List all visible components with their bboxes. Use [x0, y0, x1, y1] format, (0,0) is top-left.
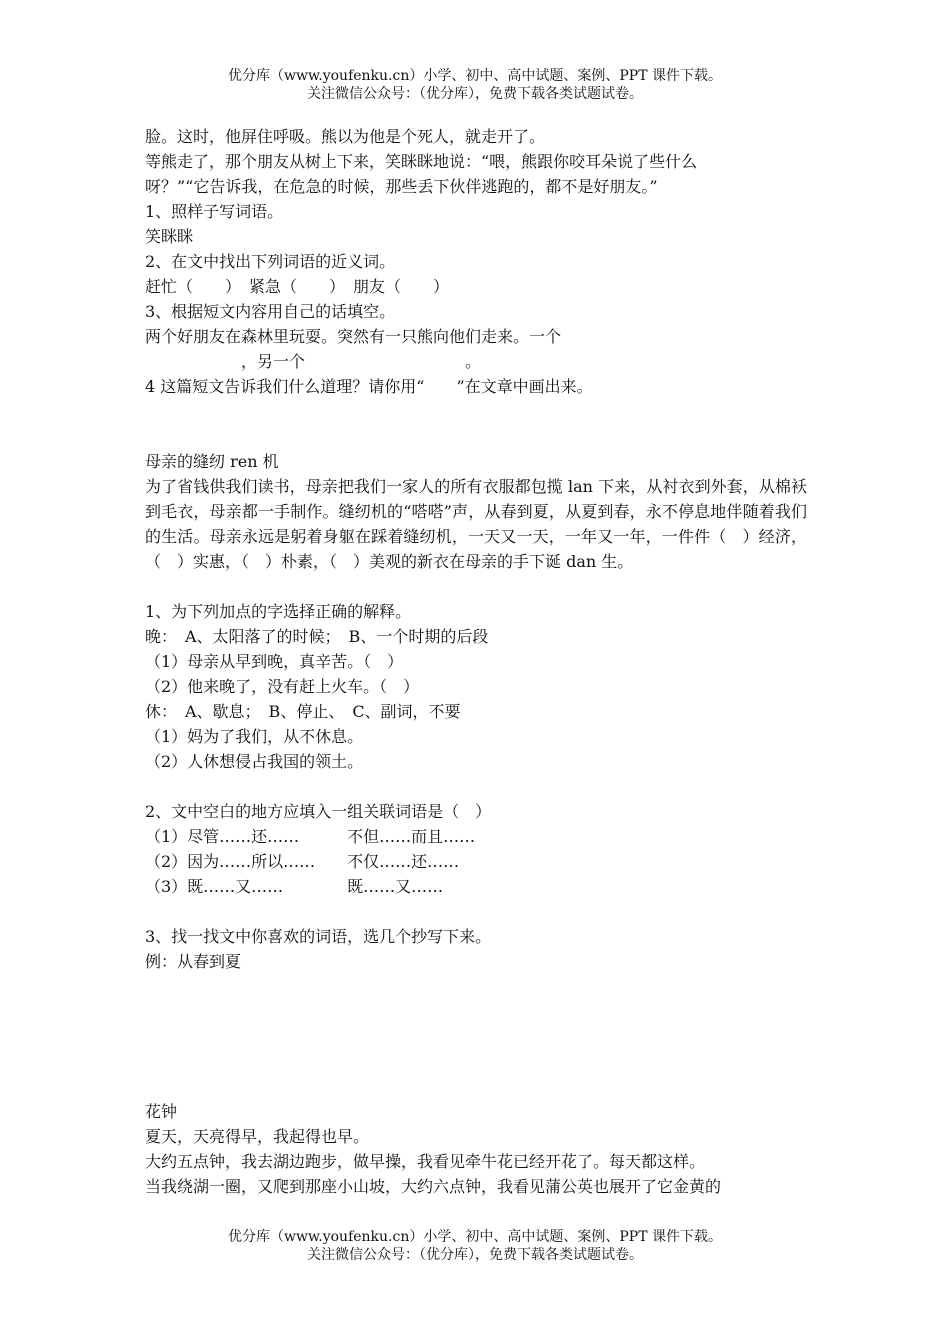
story2-title: 母亲的缝纫 ren 机 — [145, 452, 279, 471]
q1-line: （2）人休想侵占我国的领土。 — [145, 752, 364, 771]
question-2: 2、在文中找出下列词语的近义词。 — [145, 252, 396, 271]
header-line-1: 优分库（www.youfenku.cn）小学、初中、高中试题、案例、PPT 课件下载。 — [227, 68, 722, 84]
q3-line: 例：从春到夏 — [145, 952, 242, 971]
header-line-2: 关注微信公众号：（优分库），免费下载各类试题试卷。 — [307, 86, 643, 102]
example-word: 笑眯眯 — [145, 227, 194, 246]
q2-line: （1）尽管……还…… 不但……而且…… — [145, 827, 476, 846]
footer-line-1: 优分库（www.youfenku.cn）小学、初中、高中试题、案例、PPT 课件下载。 — [227, 1229, 722, 1245]
story3-line: 当我绕湖一圈，又爬到那座小山坡，大约六点钟，我看见蒲公英也展开了它金黄的 — [145, 1177, 722, 1196]
story2-paragraph: 为了省钱供我们读书，母亲把我们一家人的所有衣服都包揽 lan 下来，从衬衣到外套，从棉袄到毛衣，母亲都一手制作。缝纫机的“嗒嗒”声，从春到夏，从夏到春，永不停息地伴随着我们的生活。母亲永远是躬着身躯在踩着缝纫机，一天又一天，一年又一年，一件件（ ）经济，（ ）实惠，（ ）朴素，（ ）美观的新衣在母亲的手下诞 dan 生。 — [145, 477, 807, 571]
story3-line: 夏天，天亮得早，我起得也早。 — [145, 1127, 370, 1146]
question-4: 4 这篇短文告诉我们什么道理？请你用“ ”在文章中画出来。 — [145, 377, 593, 396]
page-header — [0, 67, 950, 103]
story3-line: 大约五点钟，我去湖边跑步，做早操，我看见牵牛花已经开花了。每天都这样。 — [145, 1152, 706, 1171]
page-footer — [0, 1228, 950, 1264]
synonym-blanks: 赶忙（ ） 紧急（ ） 朋友（ ） — [145, 277, 450, 296]
story1-line: 等熊走了，那个朋友从树上下来，笑眯眯地说：“喂，熊跟你咬耳朵说了些什么 — [145, 152, 698, 171]
question-3: 3、根据短文内容用自己的话填空。 — [145, 302, 396, 321]
q2-line: （2）因为……所以…… 不仅……还…… — [145, 852, 460, 871]
fill-in-blanks: ，另一个 。 — [145, 352, 482, 371]
q1-line: 晚： A、太阳落了的时候； B、一个时期的后段 — [145, 627, 489, 646]
q2-line: （3）既……又…… 既……又…… — [145, 877, 444, 896]
q2-line: 2、文中空白的地方应填入一组关联词语是（ ） — [145, 802, 492, 821]
story1-line: 呀？”“它告诉我，在危急的时候，那些丢下伙伴逃跑的，都不是好朋友。” — [145, 177, 658, 196]
story1-line: 脸。这时，他屏住呼吸。熊以为他是个死人，就走开了。 — [145, 127, 546, 146]
story3-title: 花钟 — [145, 1102, 178, 1121]
q1-line: （1）母亲从早到晚，真辛苦。（ ） — [145, 652, 404, 671]
document-body — [145, 124, 807, 1199]
question-1: 1、照样子写词语。 — [145, 202, 284, 221]
q1-line: 1、为下列加点的字选择正确的解释。 — [145, 602, 412, 621]
q1-line: （2）他来晚了，没有赶上火车。（ ） — [145, 677, 420, 696]
q1-line: 休： A、歇息； B、停止、 C、副词，不要 — [145, 702, 461, 721]
q1-line: （1）妈为了我们，从不休息。 — [145, 727, 364, 746]
footer-line-2: 关注微信公众号：（优分库），免费下载各类试题试卷。 — [307, 1247, 643, 1263]
fill-in-text: 两个好朋友在森林里玩耍。突然有一只熊向他们走来。一个 — [145, 327, 562, 346]
q3-line: 3、找一找文中你喜欢的词语，选几个抄写下来。 — [145, 927, 492, 946]
